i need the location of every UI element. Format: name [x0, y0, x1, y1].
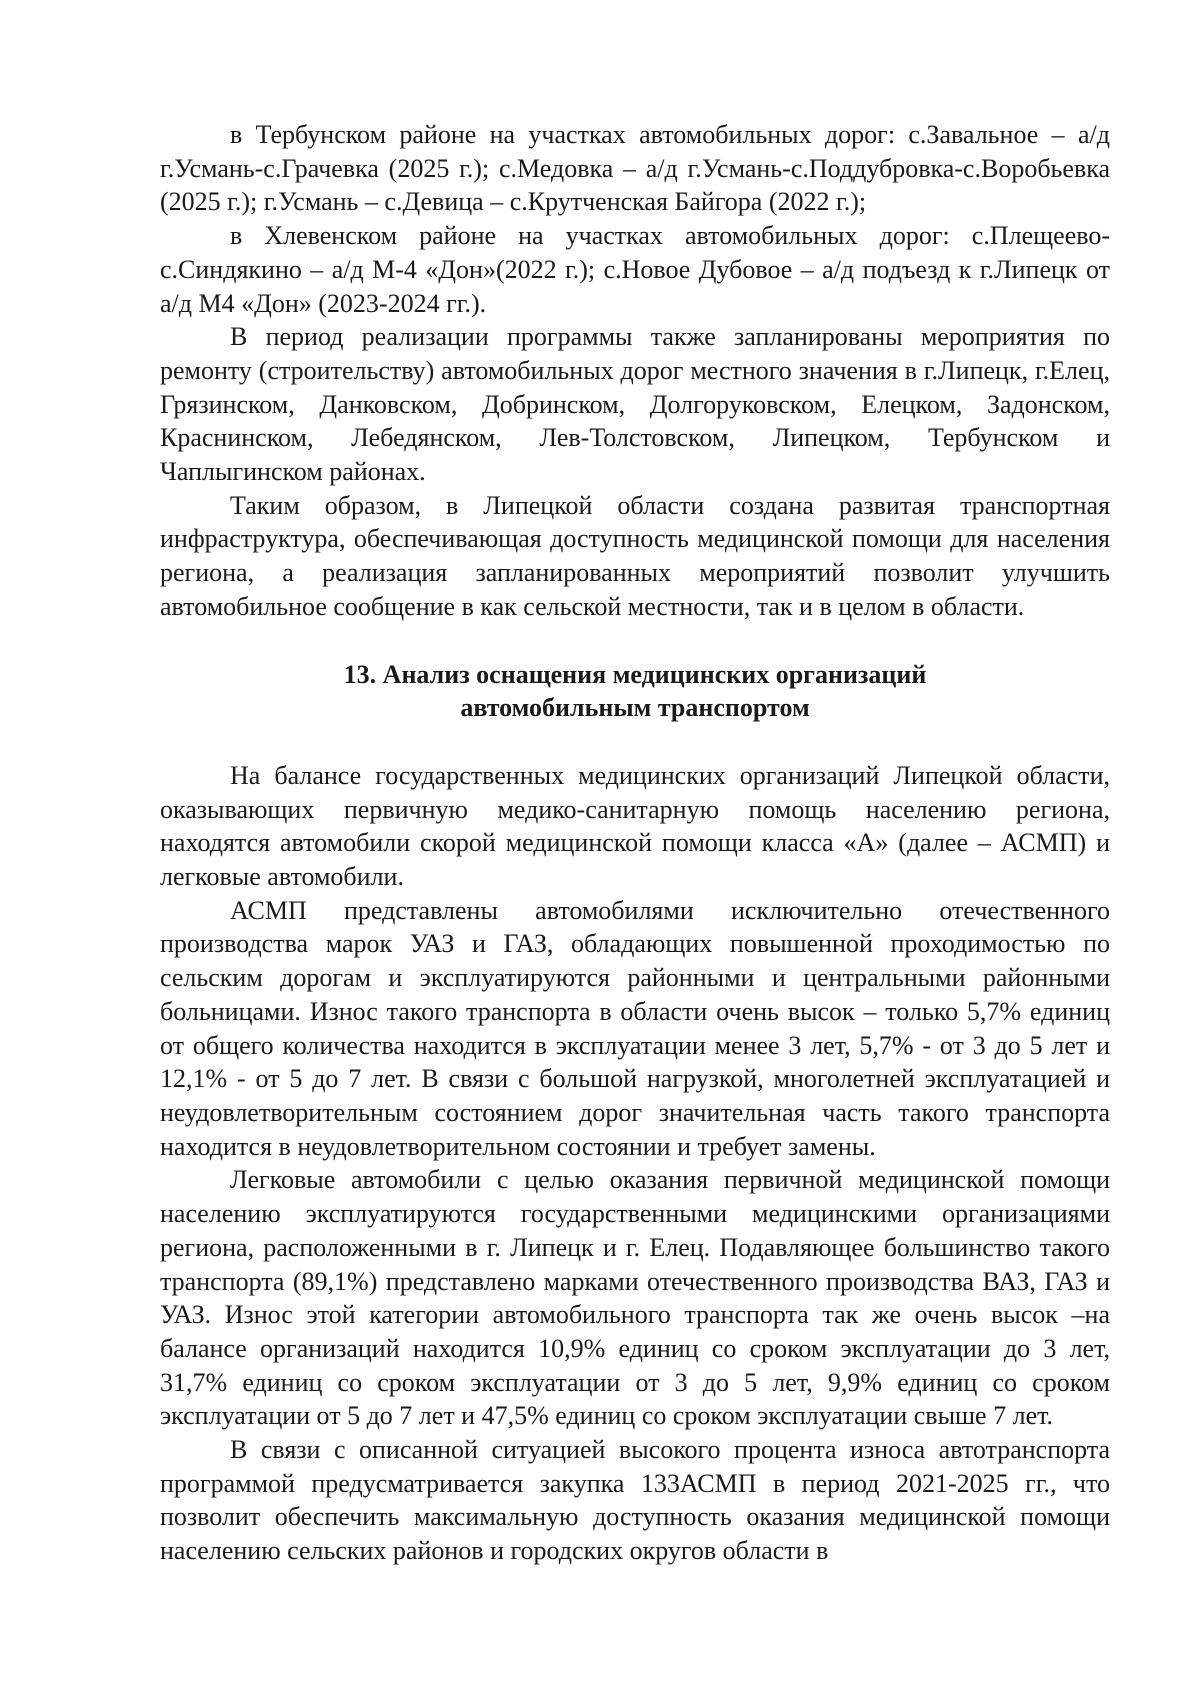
paragraph-vehicle-balance: На балансе государственных медицинских организаций Липецкой области, оказывающих первичную медико-санитарную помощь населению региона, находятся автомобили скорой медицинской помощи класса «А» (далее – АСМП) и легковые автомобили.: [160, 760, 1110, 892]
paragraph-transport-conclusion: Таким образом, в Липецкой области создана развитая транспортная инфраструктура, обеспечивающая доступность медицинской помощи для населения региона, а реализация запланированных мероприятий позволит улучшить автомобильное сообщение в как сельской местности, так и в целом в области.: [160, 490, 1110, 621]
section-heading: [160, 658, 1110, 725]
paragraph-asmp-purchase: В связи с описанной ситуацией высокого процента износа автотранспорта программой предусматривается закупка 133АСМП в период 2021-2025 гг., что позволит обеспечить максимальную доступность оказания медицинской помощи населению сельских районов и городских округов области в: [160, 1435, 1110, 1566]
section-heading-line2: автомобильным транспортом: [460, 693, 810, 723]
paragraph-terbunsky-roads: в Тербунском районе на участках автомобильных дорог: с.Завальное – а/д г.Усмань-с.Грачевка (2025 г.); с.Медовка – а/д г.Усмань-с.Поддубровка-с.Воробьевка (2025 г.); г.Усмань – с.Девица – с.Крутченская Байгора (2022 г.);: [160, 120, 1110, 217]
paragraph-khlevensky-roads: в Хлевенском районе на участках автомобильных дорог: с.Плещеево-с.Синдякино – а/д М-4 «Дон»(2022 г.); с.Новое Дубовое – а/д подъезд к г.Липецк от а/д М4 «Дон» (2023-2024 гг.).: [160, 221, 1110, 318]
document-page: [160, 118, 1110, 1568]
paragraph-asmp-wear: АСМП представлены автомобилями исключительно отечественного производства марок УАЗ и ГАЗ, обладающих повышенной проходимостью по сельским дорогам и эксплуатируются районными и центральными районными больницами. Износ такого транспорта в области очень высок – только 5,7% единиц от общего количества находится в эксплуатации менее 3 лет, 5,7% - от 3 до 5 лет и 12,1% - от 5 до 7 лет. В связи с большой нагрузкой, многолетней эксплуатацией и неудовлетворительным состоянием дорог значительная часть такого транспорта находится в неудовлетворительном состоянии и требует замены.: [160, 895, 1110, 1161]
section-heading-line1: 13. Анализ оснащения медицинских организаций: [343, 659, 927, 689]
paragraph-passenger-cars: Легковые автомобили с целью оказания первичной медицинской помощи населению эксплуатируются государственными медицинскими организациями региона, расположенными в г. Липецк и г. Елец. Подавляющее большинство такого транспорта (89,1%) представлено марками отечественного производства ВАЗ, ГАЗ и УАЗ. Износ этой категории автомобильного транспорта так же очень высок –на балансе организаций находится 10,9% единиц со сроком эксплуатации до 3 лет, 31,7% единиц со сроком эксплуатации от 3 до 5 лет, 9,9% единиц со сроком эксплуатации от 5 до 7 лет и 47,5% единиц со сроком эксплуатации свыше 7 лет.: [160, 1165, 1110, 1431]
paragraph-local-roads-repair: В период реализации программы также запланированы мероприятия по ремонту (строительству) автомобильных дорог местного значения в г.Липецк, г.Елец, Грязинском, Данковском, Добринском, Долгоруковском, Елецком, Задонском, Краснинском, Лебедянском, Лев-Толстовском, Липецком, Тербунском и Чаплыгинском районах.: [160, 322, 1110, 487]
